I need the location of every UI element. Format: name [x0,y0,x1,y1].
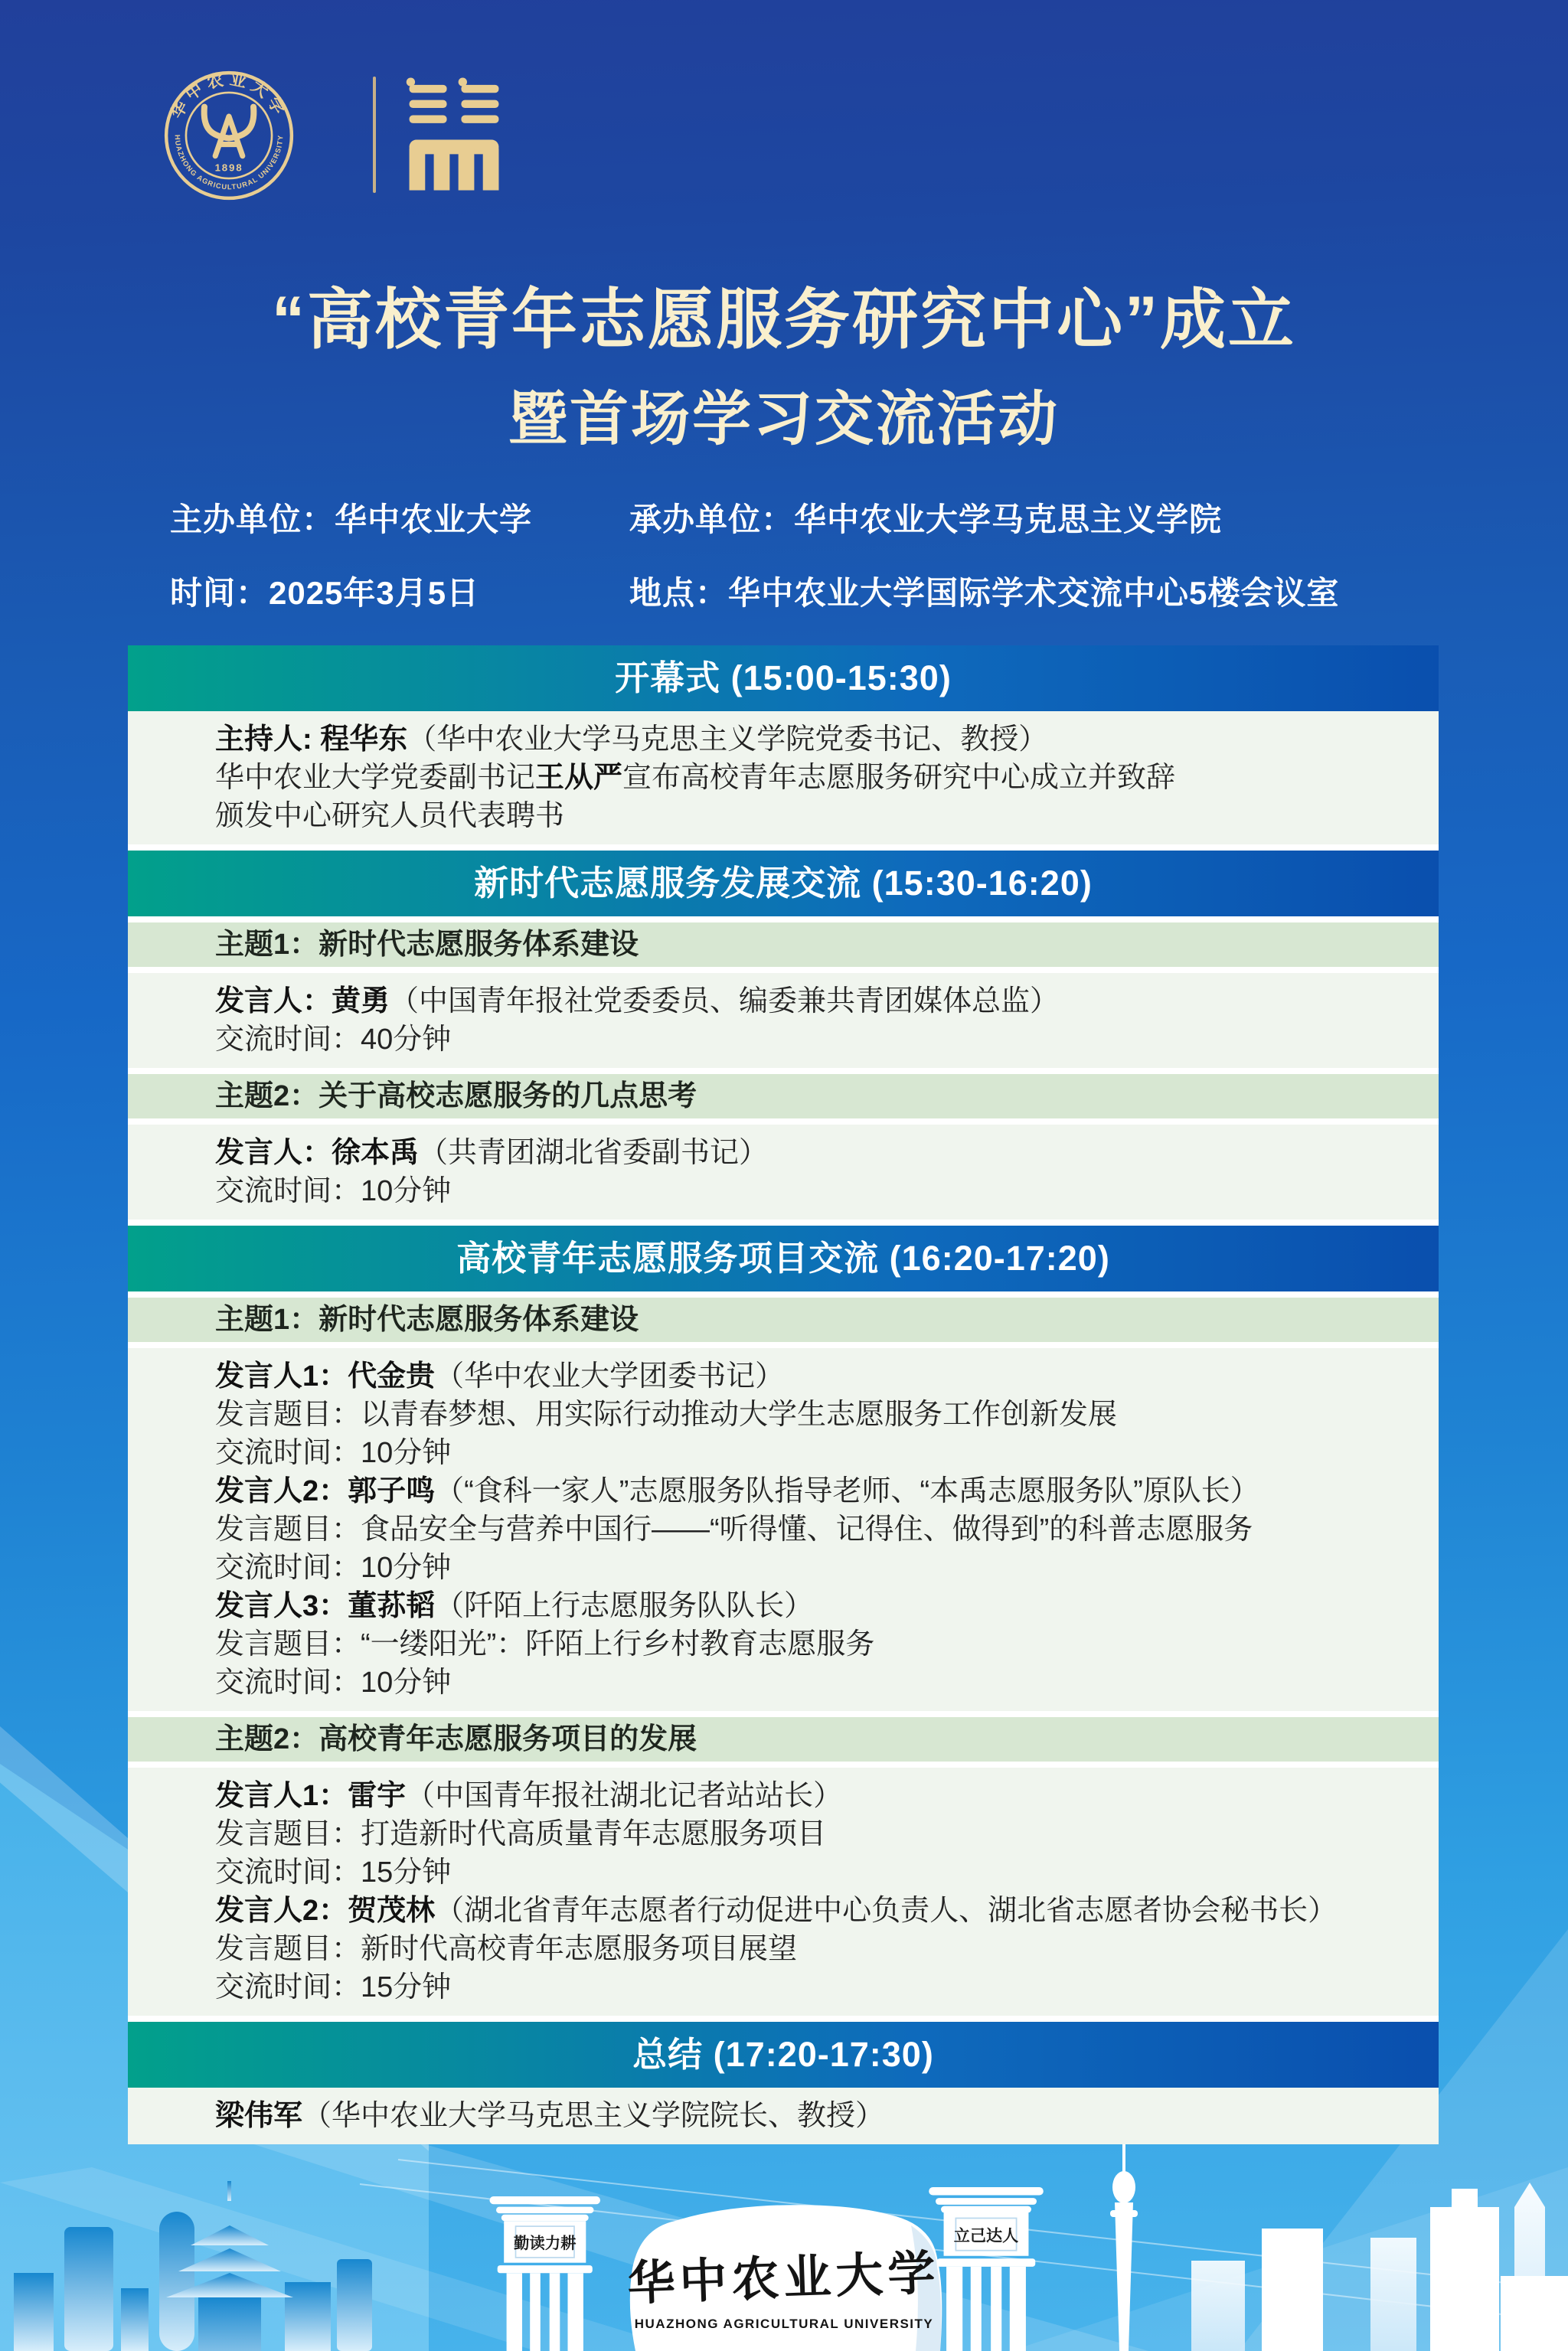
agenda-section-header: 总结 (17:20-17:30) [128,2022,1439,2088]
seal-year: 1898 [214,162,243,174]
agenda-row [128,982,1439,1020]
agenda-text: 华中农业大学党委副书记 [215,762,536,794]
agenda-text: 交流时间：10分钟 [215,1552,452,1584]
agenda-row [128,1625,1439,1664]
logo-divider [373,77,376,193]
agenda-text: 宣布高校青年志愿服务研究中心成立并致辞 [622,762,1176,794]
stone-cn-text: 华中农业大学 [626,2247,941,2311]
agenda-section-header: 新时代志愿服务发展交流 (15:30-16:20) [128,851,1439,916]
agenda-row [128,1172,1439,1210]
agenda-speaker-name: 发言人1：雷宇 [215,1780,407,1812]
info-co-organizer: 承办单位：华中农业大学马克思主义学院 [629,501,1223,537]
agenda-text: （阡陌上行志愿服务队队长） [435,1590,814,1622]
agenda-row [128,759,1439,797]
agenda-speaker-name: 梁伟军 [215,2100,303,2132]
agenda-section-header: 高校青年志愿服务项目交流 (16:20-17:20) [128,1226,1439,1291]
city-skyline [0,2137,1568,2351]
agenda-row [128,1777,1439,1815]
agenda-text: （中国青年报社党委委员、编委兼共青团媒体总监） [390,985,1060,1017]
agenda-row [128,2097,1439,2135]
agenda-section-header: 开幕式 (15:00-15:30) [128,645,1439,711]
university-seal-logo [161,67,297,204]
agenda-text: 发言题目：以青春梦想、用实际行动推动大学生志愿服务工作创新发展 [215,1399,1118,1431]
agenda-speaker-name: 发言人：徐本禹 [215,1137,420,1169]
agenda-speaker-name: 主持人: 程华东 [215,723,408,756]
agenda-theme-band: 主题1：新时代志愿服务体系建设 [128,922,1439,967]
agenda-speaker-name: 王从严 [535,762,623,794]
agenda-row [128,1549,1439,1587]
agenda-text: （中国青年报社湖北记者站站长） [406,1780,843,1812]
gate-plaque-left-text: 勤读力耕 [513,2235,577,2252]
info-location: 地点：华中农业大学国际学术交流中心5楼会议室 [629,575,1340,611]
agenda-text: 交流时间：15分钟 [215,1971,452,2003]
info-time: 时间：2025年3月5日 [170,575,480,611]
agenda-text: （华中农业大学马克思主义学院院长、教授） [302,2100,885,2132]
agenda-text: （华中农业大学马克思主义学院党委书记、教授） [407,723,1048,756]
agenda-rows-block [128,711,1439,844]
agenda-text: 交流时间：40分钟 [215,1024,452,1056]
agenda-row [128,1472,1439,1510]
poster-title-line2: 暨首场学习交流活动 [508,387,1060,452]
agenda-text: 发言题目：新时代高校青年志愿服务项目展望 [215,1933,798,1965]
agenda-row [128,1930,1439,1968]
agenda-row [128,1020,1439,1059]
gate-plaque-right-text: 立己达人 [953,2226,1019,2245]
agenda-theme-band: 主题2：关于高校志愿服务的几点思考 [128,1074,1439,1118]
seal-monogram-icon [204,107,254,156]
agenda-text: 发言题目：“一缕阳光”：阡陌上行乡村教育志愿服务 [215,1628,875,1660]
agenda-row [128,1664,1439,1702]
agenda-row [128,1357,1439,1396]
info-organizer: 主办单位：华中农业大学 [170,501,533,537]
poster-title-line1: “高校青年志愿服务研究中心”成立 [272,283,1296,357]
agenda-speaker-name: 发言人2：贺茂林 [215,1895,436,1927]
agenda-row [128,1434,1439,1472]
agenda-text: （湖北省青年志愿者行动促进中心负责人、湖北省志愿者协会秘书长） [435,1895,1338,1927]
agenda-row [128,1853,1439,1892]
stone-en-text: HUAZHONG AGRICULTURAL UNIVERSITY [634,2317,934,2331]
agenda-text: （“食科一家人”志愿服务队指导老师、“本禹志愿服务队”原队长） [435,1475,1259,1507]
agenda-text: 交流时间：15分钟 [215,1856,452,1889]
university-stone [626,2205,942,2351]
agenda-text: 发言题目：食品安全与营养中国行——“听得懂、记得住、做得到”的科普志愿服务 [215,1513,1253,1546]
agenda-speaker-name: 发言人：黄勇 [215,985,390,1017]
agenda-speaker-name: 发言人2：郭子鸣 [215,1475,436,1507]
agenda-text: 发言题目：打造新时代高质量青年志愿服务项目 [215,1818,827,1850]
agenda-text: （共青团湖北省委副书记） [419,1137,769,1169]
agenda-text: （华中农业大学团委书记） [435,1360,785,1393]
agenda-rows-block [128,1768,1439,2016]
agenda-row [128,1587,1439,1625]
agenda-text: 交流时间：10分钟 [215,1175,452,1207]
agenda-row [128,1815,1439,1853]
agenda-row [128,797,1439,835]
agenda-card [128,645,1439,2144]
agenda-rows-block [128,2088,1439,2144]
agenda-rows-block [128,1348,1439,1711]
agenda-speaker-name: 发言人3：董荪韬 [215,1590,436,1622]
agenda-text: 颁发中心研究人员代表聘书 [215,800,565,832]
seal-cn-arc: 华中农业大学 [167,70,291,122]
agenda-row [128,1892,1439,1930]
agenda-row [128,720,1439,759]
agenda-text: 交流时间：10分钟 [215,1667,452,1699]
agenda-rows-block [128,973,1439,1068]
agenda-row [128,1134,1439,1172]
agenda-text: 交流时间：10分钟 [215,1437,452,1469]
agenda-row [128,1968,1439,2007]
agenda-rows-block [128,1125,1439,1220]
seal-en-arc: HUAZHONG AGRICULTURAL UNIVERSITY [173,134,285,191]
college-mark-icon [403,73,505,194]
agenda-theme-band: 主题2：高校青年志愿服务项目的发展 [128,1717,1439,1762]
agenda-row [128,1396,1439,1434]
agenda-row [128,1510,1439,1549]
agenda-speaker-name: 发言人1：代金贵 [215,1360,436,1393]
agenda-theme-band: 主题1：新时代志愿服务体系建设 [128,1298,1439,1342]
